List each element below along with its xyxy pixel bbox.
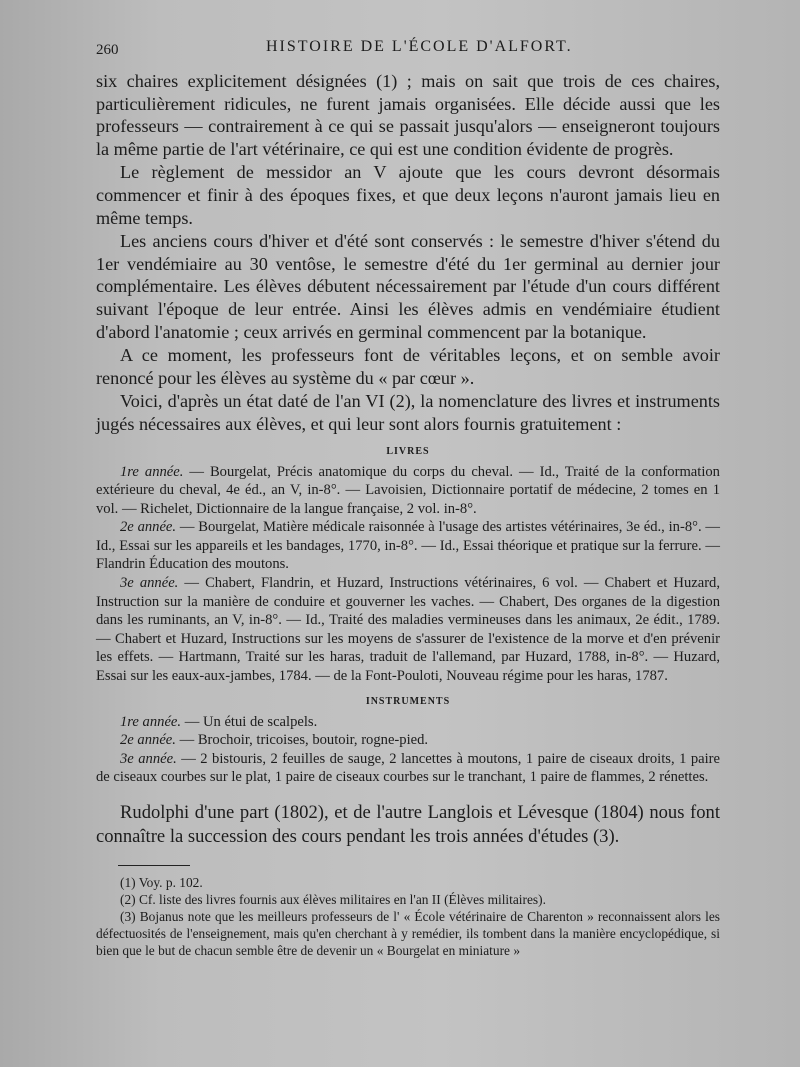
entry-text: — Bourgelat, Matière médicale raisonnée à l'usage des artistes vétérinaires, 3e éd., in-8°. — Id., Essai sur les appareils et les bandages, 1770, in-8°. — Id., Essai théorique et pratique sur la ferrure. — Flandrin Éducation des moutons. [96, 519, 720, 573]
year-label: 2e année. [120, 519, 177, 536]
instruments-entry [96, 713, 720, 732]
livres-entry [96, 574, 720, 686]
year-label: 1re année. [120, 713, 182, 730]
footnote: (1) Voy. p. 102. [120, 875, 203, 890]
page-number: 260 [96, 42, 119, 58]
year-label: 2e année. [120, 732, 176, 749]
livres-entry [96, 463, 720, 519]
footnote: (3) Bojanus note que les meilleurs professeurs de l' « École vétérinaire de Charenton » reconnaissent alors les défectuosités de l'enseignement, mais qu'en cherchant à y remédier, ils tombent dans la manière encyclopédique, si bien que le but de chacun semble être de devenir un « Bourgelat en miniature » [96, 909, 720, 958]
page-header [96, 38, 740, 62]
page-body [96, 70, 720, 959]
entry-text: — Un étui de scalpels. [181, 713, 318, 730]
closing-paragraph: Rudolphi d'une part (1802), et de l'autre Langlois et Lévesque (1804) nous font connaître la succession des cours pendant les trois années d'études (3). [96, 802, 720, 847]
livres-heading: LIVRES [386, 445, 430, 457]
footnote: (2) Cf. liste des livres fournis aux élèves militaires en l'an II (Élèves militaires). [120, 892, 546, 907]
footnote-rule [118, 865, 190, 866]
paragraph: six chaires explicitement désignées (1) ; mais on sait que trois de ces chaires, particulièrement ridicules, ne furent jamais organisées. Elle décide aussi que les professeurs — contrairement à ce qui se passait jusqu'alors — enseigneront toujours la même partie de l'art vétérinaire, ce qui est une condition évidente de progrès. [96, 71, 720, 159]
paragraph: Le règlement de messidor an V ajoute que les cours devront désormais commencer et finir à des époques fixes, et que deux leçons n'auront jamais lieu en même temps. [96, 162, 720, 228]
running-title: HISTOIRE DE L'ÉCOLE D'ALFORT. [266, 38, 573, 55]
year-label: 3e année. [120, 575, 179, 592]
paragraph: Les anciens cours d'hiver et d'été sont conservés : le semestre d'hiver s'étend du 1er vendémiaire au 30 ventôse, le semestre d'été du 1er germinal au dernier jour complémentaire. Les élèves débutent nécessairement par l'étude d'un cours différent suivant l'époque de leur entrée. Ainsi les élèves admis en vendémiaire étudient d'abord l'anatomie ; ceux arrivés en germinal commencent par la botanique. [96, 231, 720, 342]
entry-text: — Bourgelat, Précis anatomique du corps du cheval. — Id., Traité de la conformation extérieure du cheval, 4e éd., an V, in-8°. — Lavoisien, Dictionnaire portatif de médecine, 2 tomes en 1 vol. — Richelet, Dictionnaire de la langue française, 2 vol. in-8°. [96, 463, 720, 517]
entry-text: — 2 bistouris, 2 feuilles de sauge, 2 lancettes à moutons, 1 paire de ciseaux droits, 1 paire de ciseaux courbes sur le plat, 1 paire de ciseaux courbes sur le tranchant, 1 paire de flammes, 2 rénettes. [96, 750, 721, 786]
paragraph: Voici, d'après un état daté de l'an VI (2), la nomenclature des livres et instruments jugés nécessaires aux élèves, et qui leur sont alors fournis gratuitement : [96, 391, 720, 434]
instruments-heading: INSTRUMENTS [365, 695, 451, 707]
year-label: 1re année. [120, 463, 184, 480]
instruments-entry [96, 731, 720, 750]
year-label: 3e année. [120, 750, 177, 767]
instruments-entry [96, 750, 720, 787]
entry-text: — Chabert, Flandrin, et Huzard, Instructions vétérinaires, 6 vol. — Chabert et Huzard, Instruction sur la manière de conduire et gouverner les vaches. — Chabert, Des organes de la digestion dans les ruminants, an V, in-8°. — Id., Traité des maladies vermineuses dans les animaux, 2e édit., 1789. — Chabert et Huzard, Instructions sur les moyens de s'assurer de l'existence de la morve et d'en prévenir les effets. — Hartmann, Traité sur les haras, traduit de l'allemand, par Huzard, 1788, in-8°. — Huzard, Essai sur les eaux-aux-jambes, 1784. — de la Font-Pouloti, Nouveau régime pour les haras, 1787. [96, 575, 721, 685]
livres-entry [96, 518, 720, 574]
entry-text: — Brochoir, tricoises, boutoir, rogne-pied. [175, 732, 429, 749]
paragraph: A ce moment, les professeurs font de véritables leçons, et on semble avoir renoncé pour les élèves au système du « par cœur ». [96, 345, 720, 388]
